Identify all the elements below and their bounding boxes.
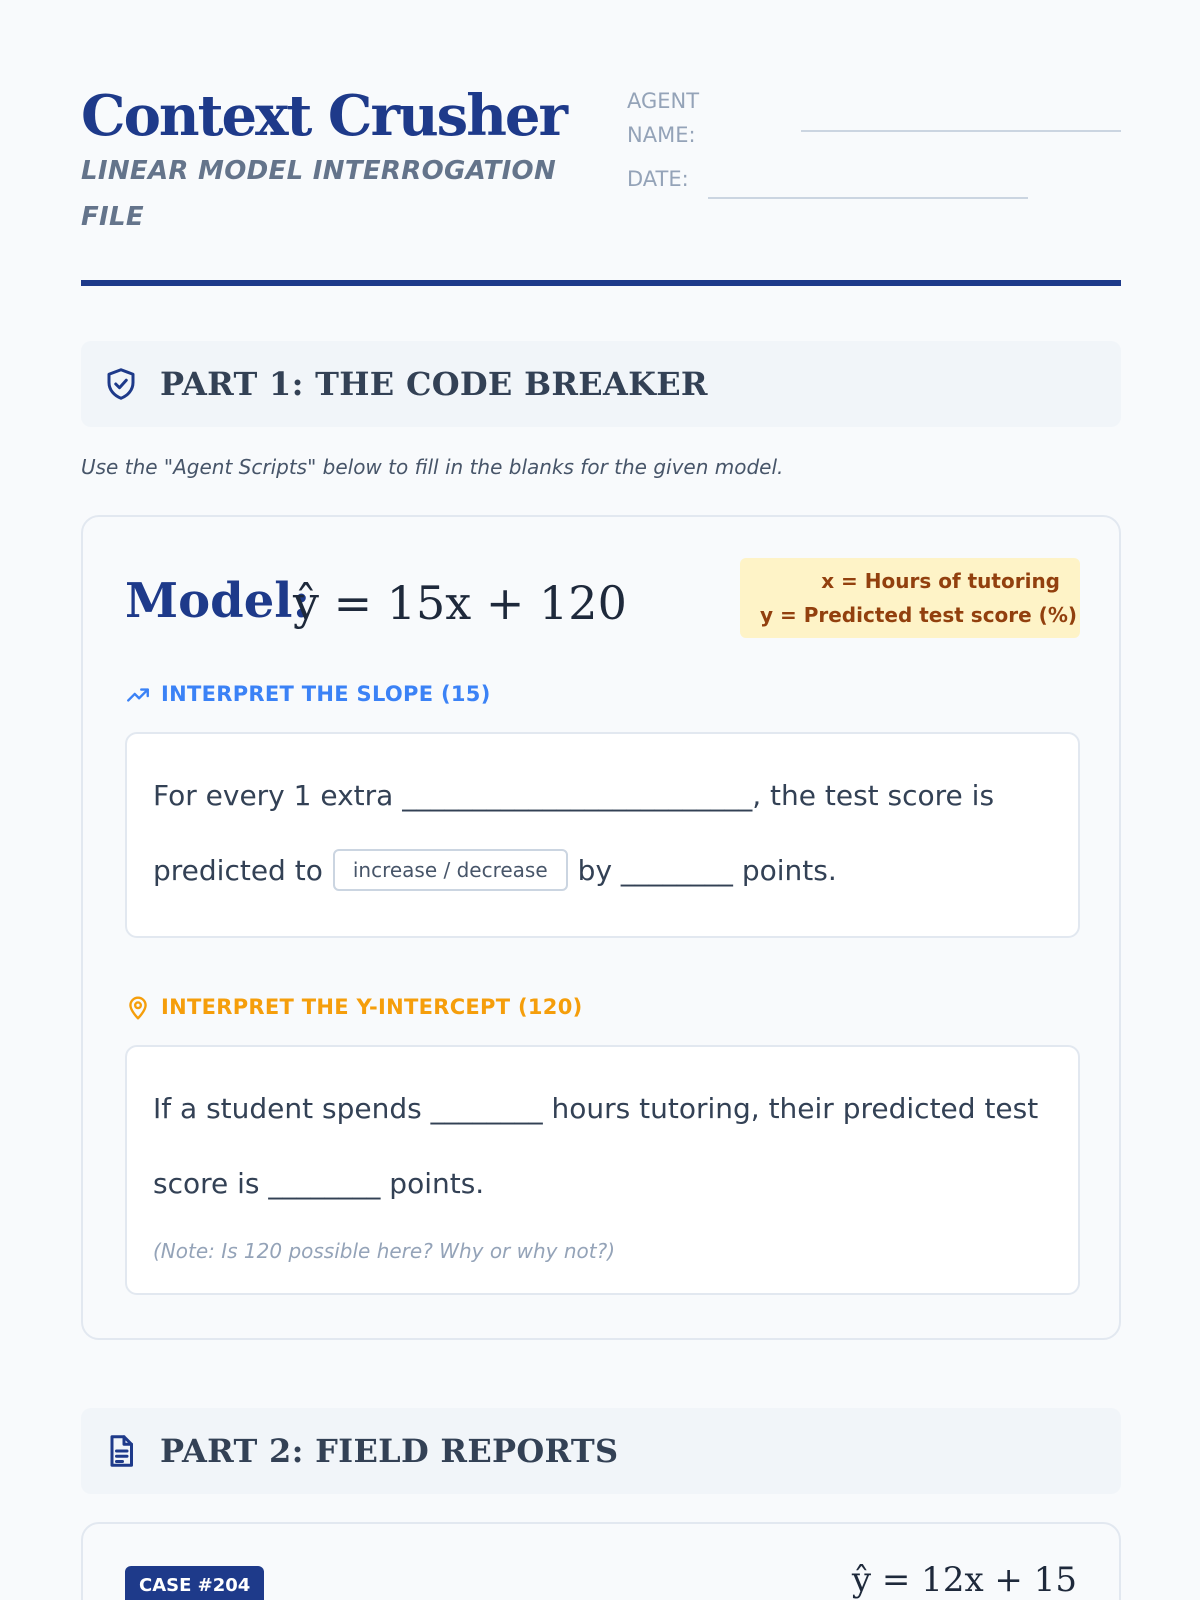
part1-section-header <box>81 341 1121 427</box>
slope-script-box <box>125 732 1080 938</box>
map-pin-icon <box>125 995 151 1021</box>
slope-line-2-before: predicted to <box>153 854 323 887</box>
shield-check-icon <box>103 366 139 402</box>
increase-decrease-choice[interactable]: increase / decrease <box>333 849 568 891</box>
slope-line-2-after[interactable]: by ________ points. <box>577 854 837 887</box>
agent-name-field[interactable] <box>801 130 1121 132</box>
legend-x: x = Hours of tutoring <box>821 569 1060 593</box>
intercept-heading-text: INTERPRET THE Y-INTERCEPT (120) <box>161 995 583 1019</box>
date-label: DATE: <box>627 167 689 191</box>
slope-line-1[interactable]: For every 1 extra _________________________, the test score is <box>153 779 995 812</box>
model-label: Model: <box>125 573 311 629</box>
document-icon <box>103 1433 139 1469</box>
slope-line-2 <box>153 851 837 893</box>
intercept-script-box <box>125 1045 1080 1295</box>
intercept-line-2[interactable]: score is ________ points. <box>153 1167 485 1200</box>
header <box>81 84 1121 284</box>
case-badge: CASE #204 <box>125 1566 264 1600</box>
slope-heading-text: INTERPRET THE SLOPE (15) <box>161 682 491 706</box>
agent-name-label: AGENT NAME: <box>627 89 700 147</box>
date-field[interactable] <box>708 197 1028 199</box>
case-card <box>81 1522 1121 1600</box>
intercept-line-1[interactable]: If a student spends ________ hours tutoring, their predicted test <box>153 1092 1039 1125</box>
page-title: Context Crusher <box>81 83 567 149</box>
intercept-heading <box>125 992 583 1022</box>
part2-section-header <box>81 1408 1121 1494</box>
slope-heading <box>125 679 491 709</box>
part1-title: PART 1: THE CODE BREAKER <box>160 365 708 403</box>
model-card <box>81 515 1121 1340</box>
part2-title: PART 2: FIELD REPORTS <box>160 1432 619 1470</box>
header-divider <box>81 280 1121 286</box>
intercept-note: (Note: Is 120 possible here? Why or why not?) <box>153 1239 616 1263</box>
page-subtitle: LINEAR MODEL INTERROGATION FILE <box>81 156 557 232</box>
part1-instructions: Use the "Agent Scripts" below to fill in the blanks for the given model. <box>81 455 784 479</box>
model-equation: ŷ = 15x + 120 <box>293 576 627 630</box>
legend-y: y = Predicted test score (%) <box>760 603 1078 627</box>
variable-legend <box>740 558 1080 638</box>
trending-up-icon <box>125 682 151 708</box>
case-equation: ŷ = 12x + 15 <box>851 1560 1077 1600</box>
